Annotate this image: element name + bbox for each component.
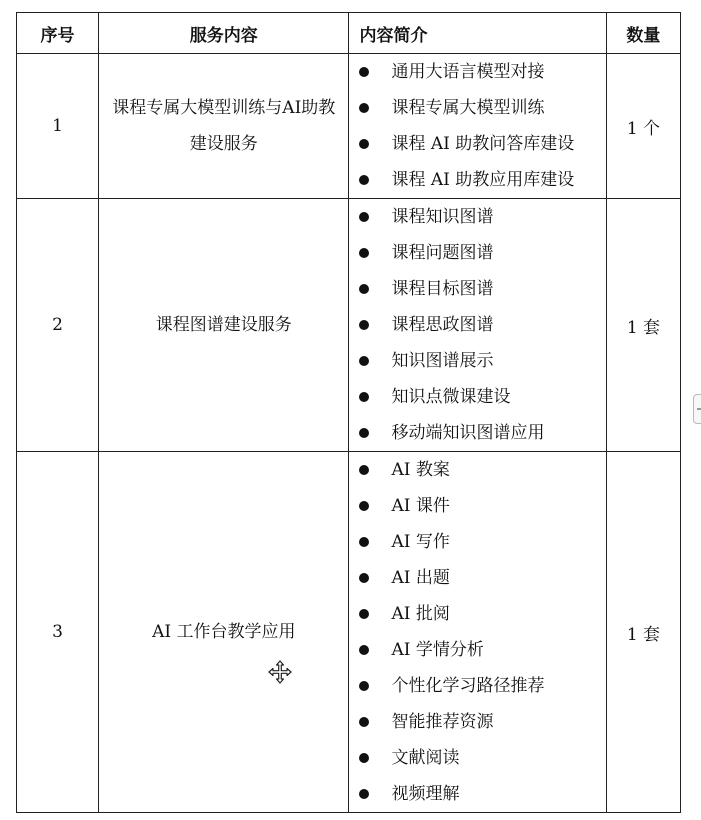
list-item-text: 移动端知识图谱应用 — [391, 423, 545, 443]
list-item-text: 课程 AI 助教问答库建设 — [391, 134, 575, 154]
bullet-icon — [359, 609, 369, 619]
list-item — [349, 126, 605, 162]
header-no: 序号 — [17, 13, 99, 54]
bullet-list — [349, 199, 605, 451]
bullet-icon — [359, 67, 369, 77]
list-item-text: 通用大语言模型对接 — [391, 62, 545, 82]
list-item — [349, 307, 605, 343]
list-item — [349, 704, 605, 740]
list-item — [349, 596, 605, 632]
bullet-icon — [359, 645, 369, 655]
quantity-value: 1 套 — [606, 199, 680, 452]
header-row — [17, 13, 681, 54]
quantity-value: 1 个 — [606, 54, 680, 199]
bullet-icon — [359, 537, 369, 547]
bullet-icon — [359, 284, 369, 294]
list-item — [349, 199, 605, 235]
service-name: AI 工作台教学应用 — [99, 452, 349, 813]
bullet-icon — [359, 356, 369, 366]
header-description: 内容简介 — [349, 13, 606, 54]
bullet-icon — [359, 573, 369, 583]
bullet-icon — [359, 465, 369, 475]
list-item-text: AI 教案 — [391, 460, 450, 480]
table-row — [17, 54, 681, 199]
table-row — [17, 452, 681, 813]
service-name: 课程专属大模型训练与AI助教建设服务 — [99, 54, 349, 199]
list-item-text: 文献阅读 — [391, 748, 460, 768]
description-cell — [349, 199, 606, 452]
list-item — [349, 379, 605, 415]
bullet-icon — [359, 248, 369, 258]
bullet-icon — [359, 789, 369, 799]
list-item-text: 课程问题图谱 — [391, 243, 494, 263]
list-item-text: AI 批阅 — [391, 604, 450, 624]
list-item-text: 智能推荐资源 — [391, 712, 494, 732]
move-cursor-icon — [268, 660, 292, 684]
list-item — [349, 452, 605, 488]
bullet-icon — [359, 139, 369, 149]
list-item-text: 知识图谱展示 — [391, 351, 494, 371]
list-item — [349, 54, 605, 90]
list-item — [349, 524, 605, 560]
list-item-text: 知识点微课建设 — [391, 387, 511, 407]
list-item-text: AI 写作 — [391, 532, 450, 552]
bullet-icon — [359, 428, 369, 438]
bullet-list — [349, 452, 605, 812]
list-item — [349, 776, 605, 812]
list-item-text: 课程知识图谱 — [391, 207, 494, 227]
service-table — [16, 12, 681, 813]
list-item — [349, 632, 605, 668]
bullet-icon — [359, 212, 369, 222]
list-item — [349, 235, 605, 271]
list-item — [349, 343, 605, 379]
bullet-icon — [359, 717, 369, 727]
list-item-text: 视频理解 — [391, 784, 460, 804]
list-item-text: 个性化学习路径推荐 — [391, 676, 545, 696]
row-number: 2 — [17, 199, 99, 452]
table-row — [17, 199, 681, 452]
list-item-text: 课程 AI 助教应用库建设 — [391, 170, 575, 190]
description-cell — [349, 54, 606, 199]
bullet-icon — [359, 753, 369, 763]
quantity-value: 1 套 — [606, 452, 680, 813]
list-item — [349, 415, 605, 451]
bullet-icon — [359, 392, 369, 402]
list-item — [349, 488, 605, 524]
header-quantity: 数量 — [606, 13, 680, 54]
description-cell — [349, 452, 606, 813]
list-item — [349, 668, 605, 704]
list-item-text: AI 出题 — [391, 568, 450, 588]
list-item — [349, 560, 605, 596]
bullet-list — [349, 54, 605, 198]
bullet-icon — [359, 175, 369, 185]
list-item-text: 课程专属大模型训练 — [391, 98, 545, 118]
list-item-text: 课程目标图谱 — [391, 279, 494, 299]
list-item-text: AI 学情分析 — [391, 640, 484, 660]
bullet-icon — [359, 320, 369, 330]
bullet-icon — [359, 681, 369, 691]
list-item-text: AI 课件 — [391, 496, 450, 516]
list-item-text: 课程思政图谱 — [391, 315, 494, 335]
list-item — [349, 162, 605, 198]
row-number: 1 — [17, 54, 99, 199]
bullet-icon — [359, 103, 369, 113]
row-number: 3 — [17, 452, 99, 813]
bullet-icon — [359, 501, 369, 511]
list-item — [349, 740, 605, 776]
list-item — [349, 90, 605, 126]
table-add-handle[interactable] — [693, 394, 701, 424]
service-name: 课程图谱建设服务 — [99, 199, 349, 452]
header-service: 服务内容 — [99, 13, 349, 54]
list-item — [349, 271, 605, 307]
